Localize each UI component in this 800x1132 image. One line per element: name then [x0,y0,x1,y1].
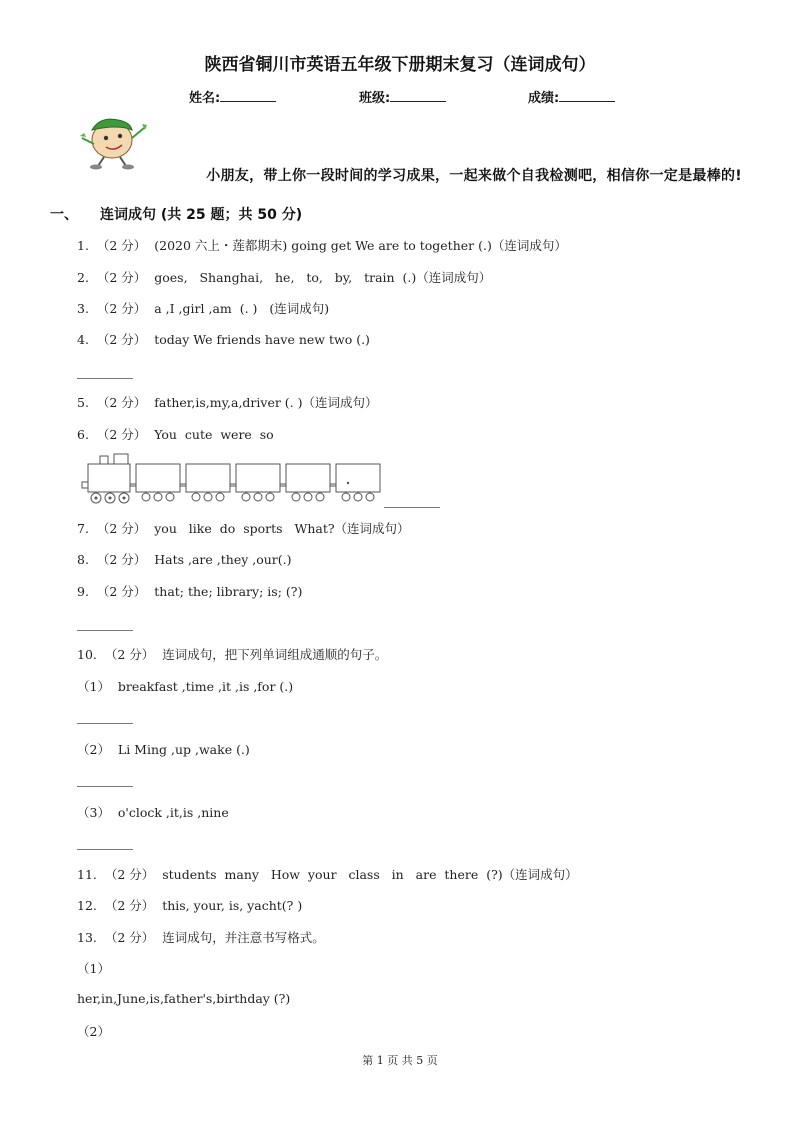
name-field [189,87,276,106]
train-illustration [80,452,385,508]
question-13-part-1-label: （1） [77,961,110,976]
section-heading [50,204,302,224]
score-underline [559,89,615,102]
question-6: 6. （2 分） You cute were so [77,427,274,442]
answer-blank [77,723,133,724]
class-field [359,87,446,106]
question-10-part-2: （2） Li Ming ,up ,wake (.) [77,742,250,757]
page-title: 陕西省铜川市英语五年级下册期末复习（连词成句） [204,55,596,75]
answer-blank [77,378,133,379]
question-13: 13. （2 分） 连词成句，并注意书写格式。 [77,930,325,945]
question-1: 1. （2 分） (2020 六上・莲都期末) going get We are to together (.)（连词成句） [77,238,567,253]
question-11: 11. （2 分） students many How your class in are there (?)（连词成句） [77,867,578,882]
question-12: 12. （2 分） this, your, is, yacht(? ) [77,898,303,913]
page-footer: 第 1 页 共 5 页 [362,1054,438,1067]
name-underline [220,89,276,102]
question-2: 2. （2 分） goes, Shanghai, he, to, by, train (.)（连词成句） [77,270,492,285]
question-9: 9. （2 分） that; the; library; is; (?) [77,584,303,599]
answer-blank [384,507,440,508]
class-underline [390,89,446,102]
class-label: 班级: [359,91,391,106]
section-number: 一、 [50,207,78,223]
question-7: 7. （2 分） you like do sports What?（连词成句） [77,521,410,536]
question-10-part-1: （1） breakfast ,time ,it ,is ,for (.) [77,679,294,694]
answer-blank [77,786,133,787]
question-13-part-1: her,in,June,is,father's,birthday (?) [77,991,291,1006]
question-8: 8. （2 分） Hats ,are ,they ,our(.) [77,552,292,567]
name-label: 姓名: [189,91,221,106]
mascot-illustration [78,114,148,170]
section-title: 连词成句 (共 25 题；共 50 分) [100,207,303,223]
encouragement-text: 小朋友，带上你一段时间的学习成果，一起来做个自我检测吧，相信你一定是最棒的! [206,168,742,184]
question-10: 10. （2 分） 连词成句，把下列单词组成通顺的句子。 [77,647,388,662]
answer-blank [77,849,133,850]
answer-blank [77,630,133,631]
question-10-part-3: （3） o'clock ,it,is ,nine [77,805,229,820]
score-label: 成绩: [528,91,560,106]
question-13-part-2-label: （2） [77,1024,110,1039]
question-5: 5. （2 分） father,is,my,a,driver (. )（连词成句） [77,395,378,410]
question-4: 4. （2 分） today We friends have new two (.) [77,332,370,347]
question-3: 3. （2 分） a ,I ,girl ,am (. ) (连词成句) [77,301,330,316]
score-field [528,87,615,106]
